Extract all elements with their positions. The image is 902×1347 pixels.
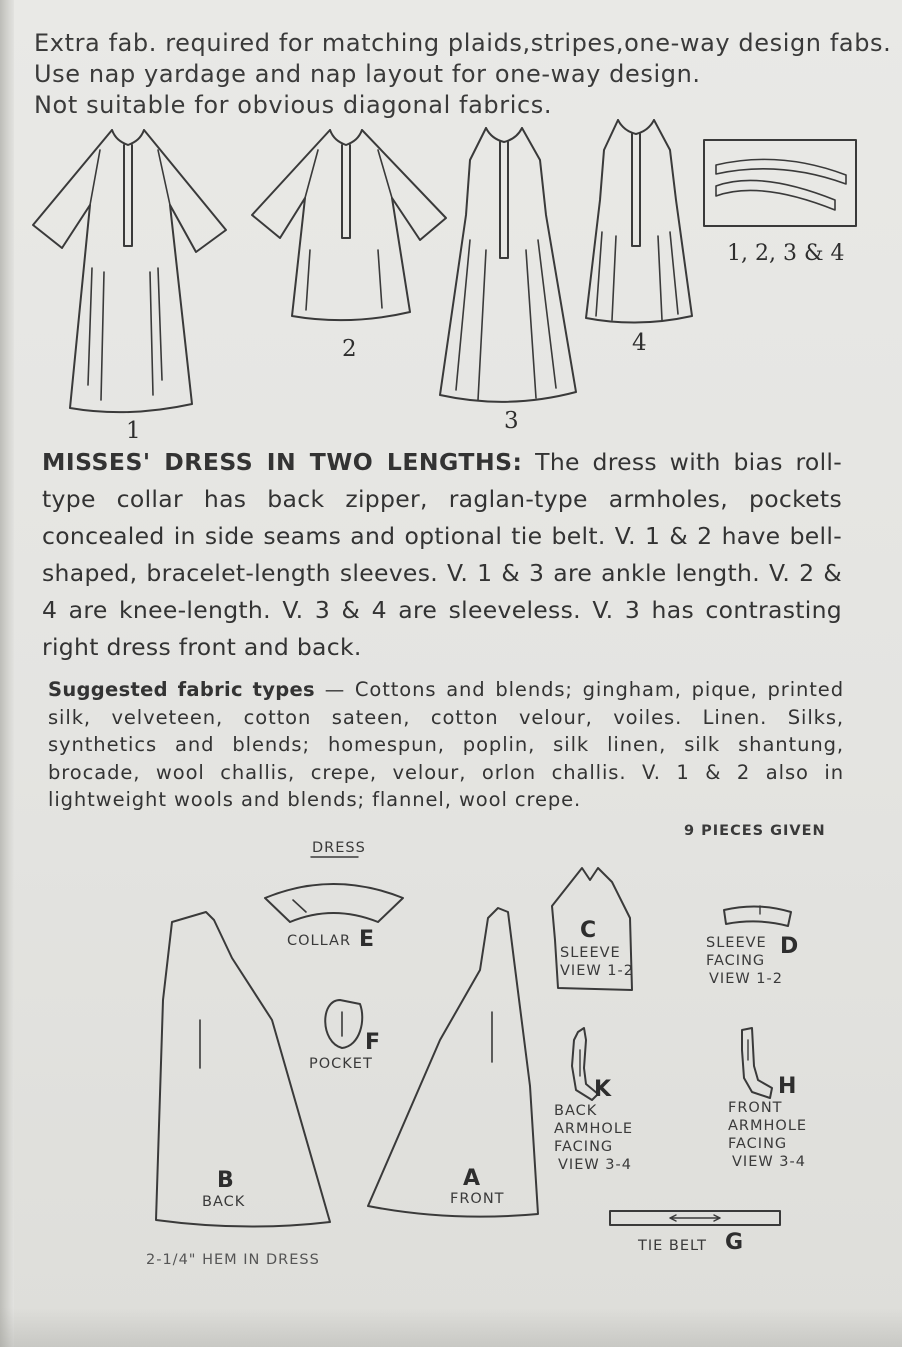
dress-group-label: DRESS bbox=[312, 840, 366, 856]
front-piece bbox=[368, 908, 538, 1217]
envelope-bottom-shadow bbox=[0, 1307, 902, 1347]
front-armhole-line2: ARMHOLE bbox=[728, 1118, 808, 1134]
back-armhole-letter: K bbox=[594, 1077, 612, 1102]
view-2-drawing bbox=[252, 130, 446, 320]
front-armhole-letter: H bbox=[778, 1074, 797, 1099]
back-armhole-line2: ARMHOLE bbox=[554, 1121, 634, 1137]
back-label: BACK bbox=[202, 1194, 246, 1210]
hem-note: 2-1/4" HEM IN DRESS bbox=[146, 1252, 320, 1268]
back-armhole-facing-label bbox=[554, 1102, 633, 1174]
sleeve-view: VIEW 1-2 bbox=[560, 963, 634, 979]
fabric-suggestions bbox=[48, 676, 844, 814]
back-armhole-line3: FACING bbox=[554, 1139, 614, 1155]
sleeve-facing-letter: D bbox=[780, 934, 799, 959]
note-line: Not suitable for obvious diagonal fabrics. bbox=[34, 91, 553, 119]
fabric-body: — Cottons and blends; gingham, pique, printed silk, velveteen, cotton sateen, cotton velour, voiles. Linen. Silks, synthetics and blends; homespun, poplin, silk linen, silk shantung, brocade, wool challis, crepe, velour, orlon challis. V. 1 & 2 also in lightweight wools and blends; flannel, wool crepe. bbox=[48, 678, 844, 811]
pocket-label: POCKET bbox=[309, 1056, 373, 1072]
view-1-drawing bbox=[33, 130, 226, 412]
view-3-drawing bbox=[440, 128, 576, 402]
sleeve-label bbox=[560, 944, 634, 980]
front-armhole-line1: FRONT bbox=[728, 1100, 783, 1116]
collar-piece bbox=[265, 884, 403, 922]
front-label: FRONT bbox=[450, 1191, 505, 1207]
description-body: The dress with bias roll-type collar has back zipper, raglan-type armholes, pockets concealed in side seams and optional tie belt. V. 1 & 2 have bell-shaped, bracelet-length sleeves. V. 1 & 3 are ankle length. V. 2 & 4 are knee-length. V. 3 & 4 are sleeveless. V. 3 has contrasting right dress front and back. bbox=[42, 448, 843, 661]
sleeve-letter: C bbox=[580, 918, 597, 943]
sleeve-facing-piece bbox=[724, 906, 791, 926]
view-4-drawing bbox=[586, 120, 692, 323]
front-armhole-line3: FACING bbox=[728, 1136, 788, 1152]
view-4-label: 4 bbox=[632, 330, 647, 356]
fabric-lead: Suggested fabric types bbox=[48, 678, 315, 701]
front-armhole-facing-label bbox=[728, 1099, 807, 1171]
front-armhole-view: VIEW 3-4 bbox=[732, 1154, 806, 1170]
pattern-description bbox=[42, 444, 842, 666]
belt-views-label: 1, 2, 3 & 4 bbox=[727, 241, 845, 266]
pocket-letter: F bbox=[365, 1030, 381, 1055]
front-armhole-facing-piece bbox=[742, 1028, 772, 1098]
belt-illustration bbox=[704, 140, 856, 226]
collar-label: COLLAR bbox=[287, 933, 352, 949]
view-1-label: 1 bbox=[126, 418, 141, 444]
sleeve-facing-view: VIEW 1-2 bbox=[709, 971, 783, 987]
view-3-label: 3 bbox=[504, 408, 519, 434]
note-line: Use nap yardage and nap layout for one-way design. bbox=[34, 60, 701, 88]
view-2-label: 2 bbox=[342, 336, 357, 362]
front-letter: A bbox=[463, 1166, 481, 1191]
collar-letter: E bbox=[359, 927, 375, 952]
back-piece bbox=[156, 912, 330, 1227]
sleeve-name: SLEEVE bbox=[560, 945, 621, 961]
tie-belt-label: TIE BELT bbox=[638, 1238, 707, 1254]
note-line: Extra fab. required for matching plaids,stripes,one-way design fabs. bbox=[34, 29, 892, 57]
tie-belt-letter: G bbox=[725, 1230, 744, 1255]
description-title: MISSES' DRESS IN TWO LENGTHS: bbox=[42, 448, 523, 476]
sleeve-facing-line1: SLEEVE bbox=[706, 935, 767, 951]
sleeve-facing-line2: FACING bbox=[706, 953, 766, 969]
pieces-count: 9 PIECES GIVEN bbox=[684, 823, 826, 839]
back-letter: B bbox=[217, 1168, 234, 1193]
pocket-piece bbox=[325, 1000, 362, 1048]
sleeve-facing-label bbox=[706, 934, 783, 988]
back-armhole-line1: BACK bbox=[554, 1103, 598, 1119]
back-armhole-view: VIEW 3-4 bbox=[558, 1157, 632, 1173]
